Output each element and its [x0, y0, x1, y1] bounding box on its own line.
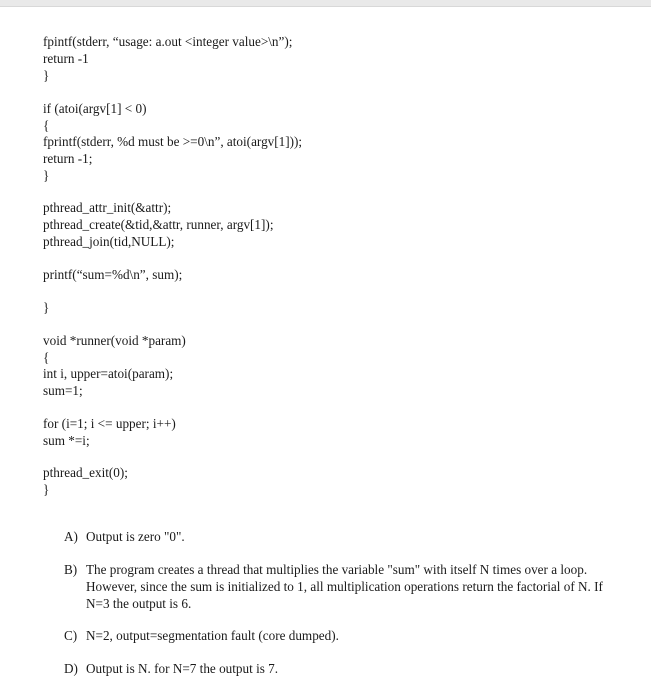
option-letter: B)	[64, 562, 78, 577]
code-line: return -1	[43, 51, 89, 66]
code-line: pthread_exit(0);	[43, 465, 128, 480]
code-line: {	[43, 350, 50, 365]
code-line: }	[43, 300, 50, 315]
code-line: {	[43, 118, 50, 133]
option-letter: D)	[64, 661, 78, 676]
code-line: }	[43, 482, 50, 497]
code-line: fprintf(stderr, %d must be >=0\n”, atoi(argv[1]));	[43, 134, 303, 149]
code-line: int i, upper=atoi(param);	[43, 366, 174, 381]
window-top-bar	[0, 0, 651, 7]
option-text: N=2, output=segmentation fault (core dumped).	[86, 628, 339, 643]
option-a[interactable]	[64, 528, 604, 545]
code-line: }	[43, 68, 50, 83]
code-line: pthread_attr_init(&attr);	[43, 200, 172, 215]
code-line: printf(“sum=%d\n”, sum);	[43, 267, 183, 282]
code-line: pthread_join(tid,NULL);	[43, 234, 175, 249]
option-text: Output is N. for N=7 the output is 7.	[86, 661, 279, 676]
option-text: The program creates a thread that multiplies the variable "sum" with itself N times over a loop. However, since the sum is initialized to 1, all multiplication operations return the factorial of N. If N=3 the output is 6.	[86, 562, 603, 611]
code-line: fpintf(stderr, “usage: a.out <integer value>\n”);	[43, 34, 293, 49]
code-line: if (atoi(argv[1] < 0)	[43, 101, 147, 116]
code-line: }	[43, 168, 50, 183]
option-letter: A)	[64, 529, 78, 544]
option-text: Output is zero "0".	[86, 529, 185, 544]
option-c[interactable]	[64, 627, 604, 644]
code-line: return -1;	[43, 151, 93, 166]
code-line: void *runner(void *param)	[43, 333, 186, 348]
code-line: for (i=1; i <= upper; i++)	[43, 416, 176, 431]
option-d[interactable]	[64, 660, 604, 677]
code-line: pthread_create(&tid,&attr, runner, argv[1]);	[43, 217, 274, 232]
code-line: sum=1;	[43, 383, 83, 398]
option-letter: C)	[64, 628, 78, 643]
code-line: sum *=i;	[43, 433, 90, 448]
option-b[interactable]	[64, 561, 604, 612]
